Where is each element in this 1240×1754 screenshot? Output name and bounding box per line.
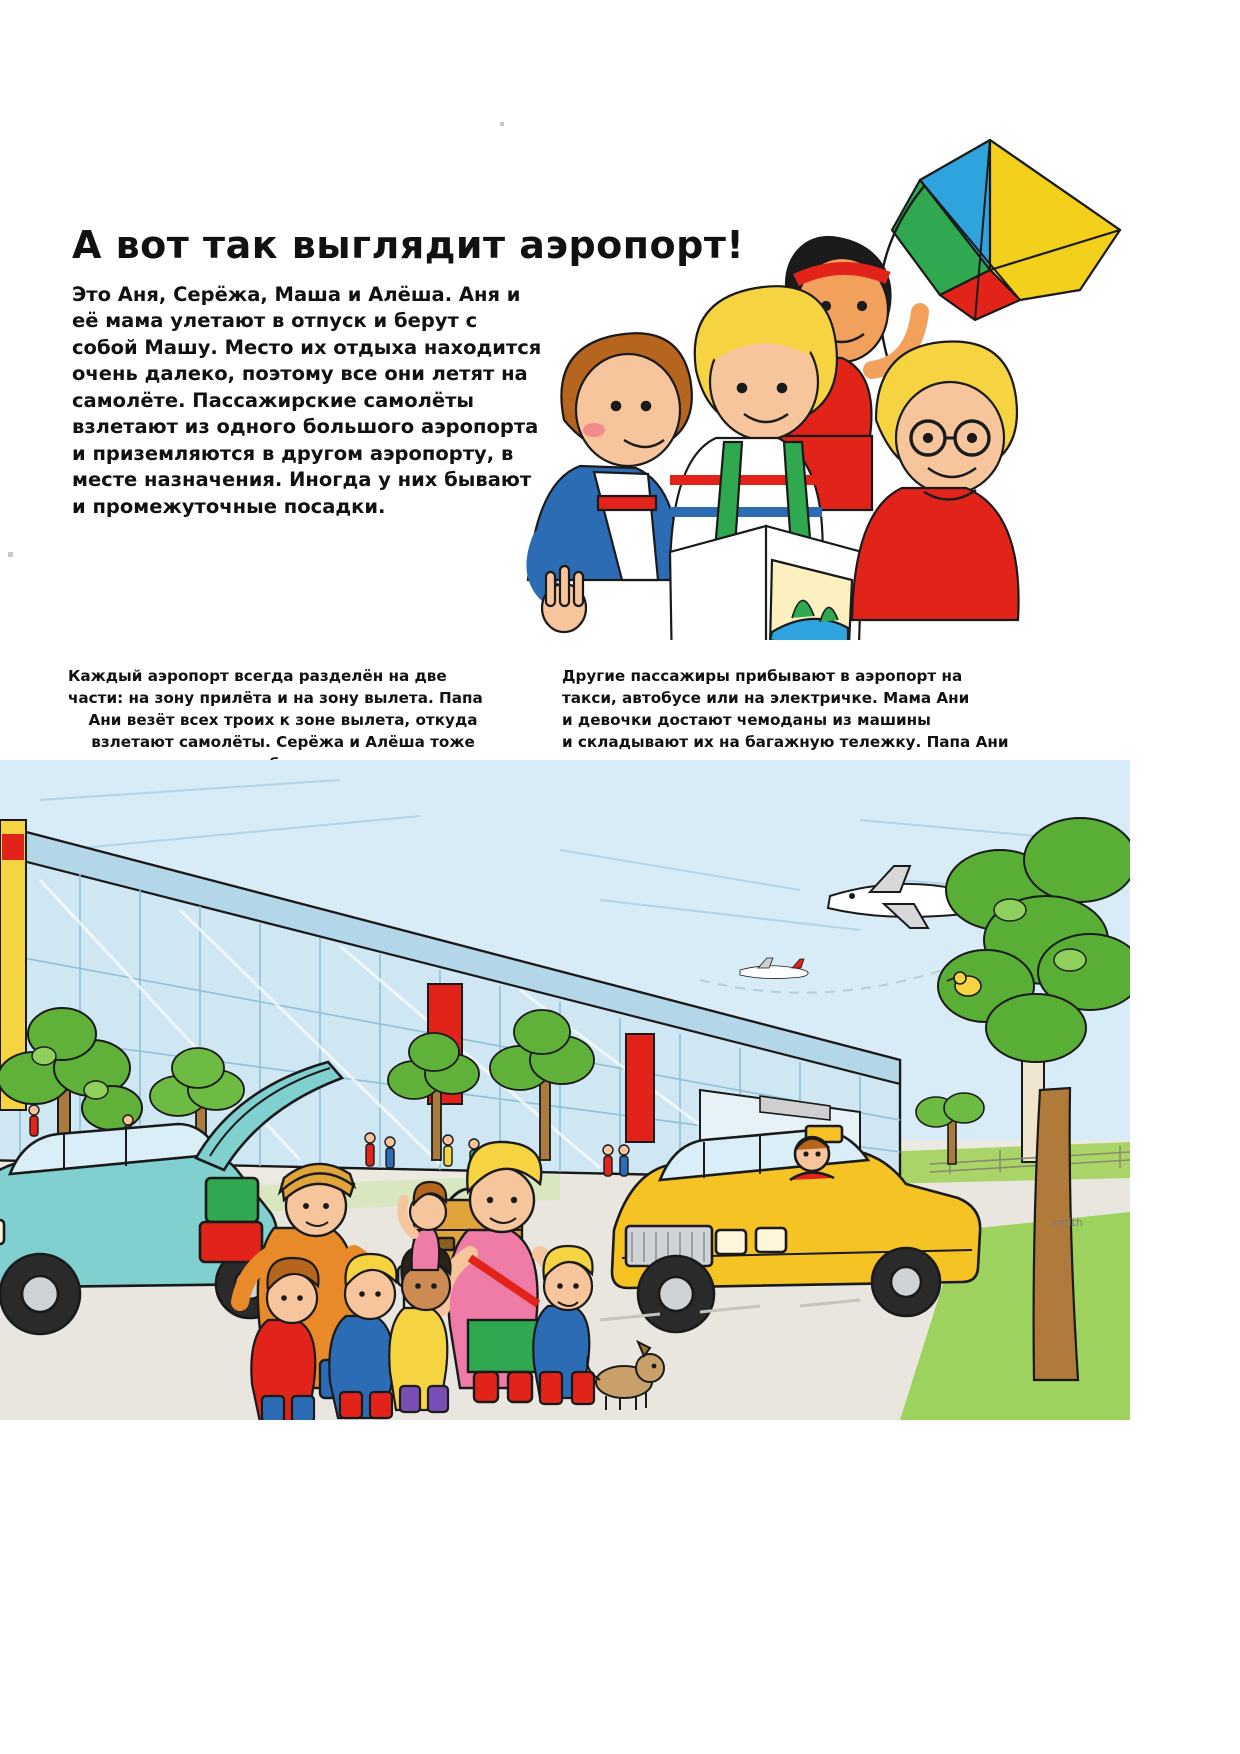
illustration-children-group bbox=[520, 120, 1140, 640]
body-line: Каждый аэропорт всегда разделён на две bbox=[68, 667, 447, 685]
page-title: А вот так выглядит аэропорт! bbox=[72, 223, 745, 268]
body-column-right bbox=[562, 665, 1014, 775]
print-speck bbox=[500, 122, 504, 126]
body-column-left bbox=[68, 665, 498, 775]
artist-signature: smith bbox=[1052, 1216, 1083, 1229]
body-line: и складывают их на багажную тележку. Папа Ани bbox=[562, 733, 1009, 751]
body-line: Другие пассажиры прибывают в аэропорт на bbox=[562, 667, 963, 685]
illustration-airport-scene bbox=[0, 760, 1130, 1420]
body-line: и девочки достают чемоданы из машины bbox=[562, 711, 931, 729]
body-line: взлетают самолёты. Серёжа и Алёша тоже bbox=[91, 733, 475, 751]
body-line: Ани везёт всех троих к зоне вылета, откуда bbox=[88, 711, 478, 729]
banner bbox=[626, 1034, 654, 1142]
print-speck bbox=[8, 552, 13, 557]
body-line: части: на зону прилёта и на зону вылета. Папа bbox=[68, 689, 483, 707]
body-line: такси, автобусе или на электричке. Мама Ани bbox=[562, 689, 970, 707]
intro-paragraph: Это Аня, Серёжа, Маша и Алёша. Аня и её мама улетают в отпуск и берут с собой Машу. Место их отдыха находится очень далеко, поэтому все они летят на самолёте. Пассажирские самолёты взлетают из одного большого аэропорта и приземляются в другом аэропорту, в месте назначения. Иногда у них бывают и промежуточные посадки. bbox=[72, 282, 542, 518]
picture-book bbox=[670, 526, 862, 640]
boy-brown-hair-figure bbox=[528, 333, 692, 632]
boy-glasses-figure bbox=[852, 341, 1019, 620]
